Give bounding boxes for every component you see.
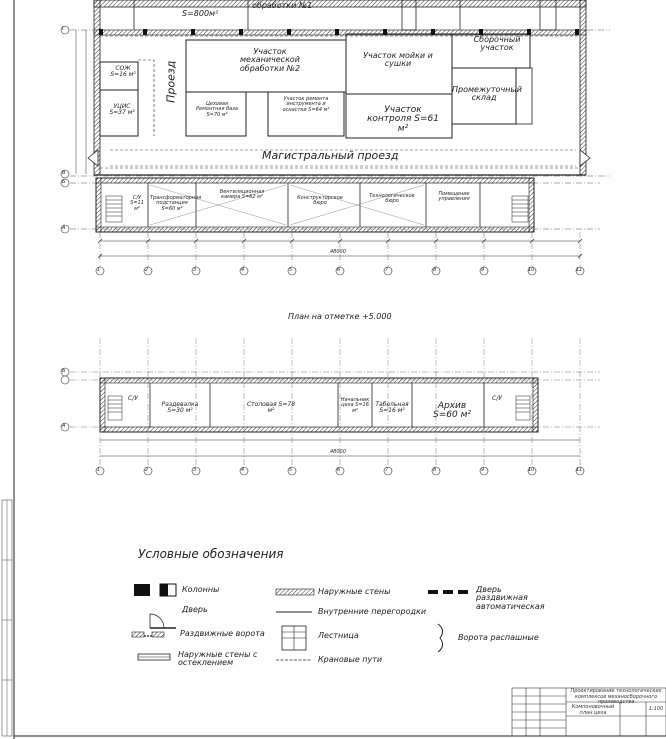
room-label: Участок ремонта инструмента и оснастки S=64 м² xyxy=(282,96,330,113)
axis-label: 7 xyxy=(385,467,389,473)
axis-label: 10 xyxy=(528,267,535,273)
room-label: Участок контроля S=61 м² xyxy=(366,105,440,134)
row-label: В xyxy=(62,170,66,176)
room-label: Сборочный участок xyxy=(473,35,521,53)
room-label: Столовая S=78 м² xyxy=(246,401,296,415)
room-label: УЦИС S=37 м² xyxy=(109,103,135,117)
axis-label: 9 xyxy=(481,267,485,273)
dimension-label: 48000 xyxy=(330,249,346,255)
axis-label: 4 xyxy=(241,467,245,473)
axis-label: 6 xyxy=(337,467,341,473)
legend-sliding-gate-label: Раздвижные ворота xyxy=(180,629,265,638)
axis-label: 5 xyxy=(289,467,293,473)
legend-door-label: Дверь xyxy=(182,605,208,614)
axis-label: 1 xyxy=(97,467,101,473)
axis-label: 5 xyxy=(289,267,293,273)
room-label: Магистральный проезд xyxy=(262,149,399,162)
room-label: Промежуточный склад xyxy=(452,85,522,103)
room-label: С/У xyxy=(128,395,138,402)
axis-label: 8 xyxy=(433,267,437,273)
row-label: А xyxy=(62,225,66,231)
room-label: обработки №1 xyxy=(252,1,313,10)
room-label: S=800м² xyxy=(182,9,219,18)
room-label: Помещение управления xyxy=(438,191,470,203)
dimension-label: 48000 xyxy=(330,449,346,455)
axis-label: 6 xyxy=(337,267,341,273)
row-label: Б xyxy=(62,368,66,374)
legend-glazed-walls-label: Наружные стены с остеклением xyxy=(178,650,258,668)
axis-label: 10 xyxy=(528,467,535,473)
legend-inner-walls-label: Внутренние перегородки xyxy=(318,607,427,616)
room-label: Раздевалка S=30 м² xyxy=(161,401,199,415)
legend-outer-walls-label: Наружные стены xyxy=(318,587,391,596)
axis-label: 11 xyxy=(576,267,583,273)
legend-crane-label: Крановые пути xyxy=(318,655,383,664)
title-block-scale: 1:100 xyxy=(648,706,664,712)
axis-label: 11 xyxy=(576,467,583,473)
legend-swing-gate-label: Ворота распашные xyxy=(458,633,539,642)
legend-symbols xyxy=(132,584,470,660)
row-label: А xyxy=(62,423,66,429)
axis-label: 3 xyxy=(193,467,197,473)
room-label: Вентиляционная камера S=62 м² xyxy=(219,189,265,201)
title-block-project: Проектирование технологических комплексов механосборочного производства xyxy=(570,688,662,705)
legend-title: Условные обозначения xyxy=(138,547,284,561)
row-label: Б xyxy=(62,179,66,185)
room-label: С/У S=11 м² xyxy=(130,195,144,212)
row-label: Г xyxy=(62,26,65,32)
room-label: С/У xyxy=(492,395,502,402)
legend-columns-label: Колонны xyxy=(182,585,220,594)
room-label: Технологическое бюро xyxy=(369,193,415,205)
axis-label: 3 xyxy=(193,267,197,273)
title-block-sheet-title: Компоновочный план цеха xyxy=(571,704,615,716)
room-label: Архив S=60 м² xyxy=(433,401,471,421)
room-label: Трансформаторная подстанция S=60 м² xyxy=(150,195,202,212)
axis-label: 9 xyxy=(481,467,485,473)
room-label: Начальник цеха S=16 м² xyxy=(340,397,370,414)
axis-label: 1 xyxy=(97,267,101,273)
axis-label: 8 xyxy=(433,467,437,473)
room-label: Участок механической обработки №2 xyxy=(239,47,301,73)
legend-stairs-label: Лестница xyxy=(318,631,359,640)
axis-label: 4 xyxy=(241,267,245,273)
legend-auto-door-label: Дверь раздвижная автоматическая xyxy=(476,585,545,611)
sheet-frame xyxy=(2,0,666,739)
room-label: Цеховая Ремонтная база S=70 м² xyxy=(196,101,238,118)
axis-label: 2 xyxy=(145,467,149,473)
room-label: Участок мойки и сушки xyxy=(363,51,433,69)
axis-label: 7 xyxy=(385,267,389,273)
room-label: Проезд xyxy=(164,60,178,103)
upper-plan xyxy=(61,0,610,275)
room-label: СОЖ S=16 м² xyxy=(110,65,136,79)
plan-title: План на отметке +5.000 xyxy=(288,312,392,321)
room-label: Табельная S=16 м² xyxy=(375,401,409,415)
room-label: Конструкторское бюро xyxy=(297,195,343,207)
axis-label: 2 xyxy=(145,267,149,273)
